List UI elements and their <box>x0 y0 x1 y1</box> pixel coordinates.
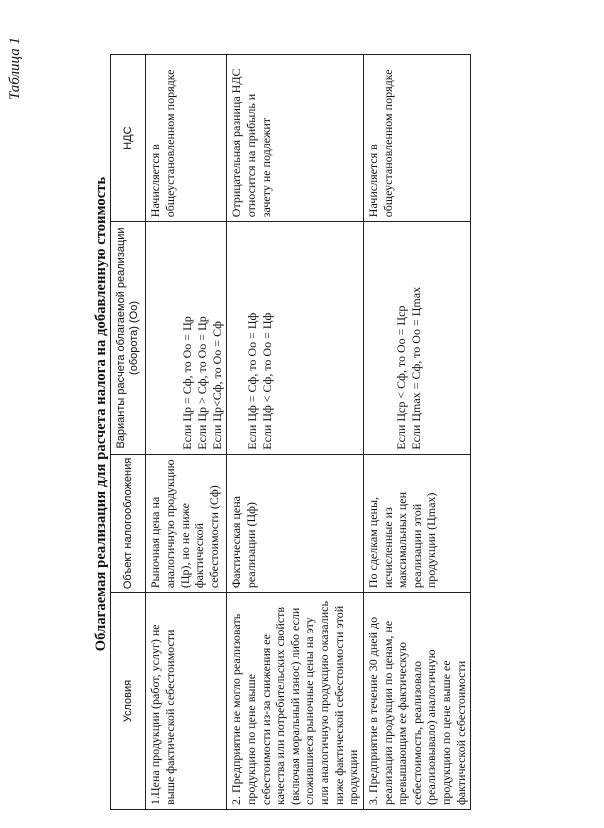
formula-line: Если Цр = Сф, то Оо = Цр <box>180 316 195 450</box>
cell-vat: Отрицательная разница НДС относится на прибыль и зачету не подлежит <box>227 55 364 222</box>
formula-line: Если Цф = Сф, то Оо = Цф <box>245 312 260 450</box>
table-row <box>363 55 470 810</box>
table-row <box>146 55 227 810</box>
header-variants: Варианты расчета облагаемой реализации (оборота) (Оо) <box>111 222 146 455</box>
formula-line: Если Цф < Сф, то Оо = Цф <box>259 312 274 450</box>
page-title: Облагаемая реализация для расчета налога на добавленную стоимость <box>93 176 109 652</box>
cell-vat: Начисляется в общеустановленном порядке <box>363 55 470 222</box>
cell-object: Фактическая цена реализации (Цф) <box>227 454 364 592</box>
header-vat: НДС <box>111 55 146 222</box>
formula-line: Если Цmax = Сф, то Оо = Цmax <box>408 286 423 450</box>
table-header-row <box>111 55 146 810</box>
cell-formulas <box>227 222 364 455</box>
vat-table <box>110 54 471 810</box>
cell-object: Рыночная цена на аналогичную продукцию (Цр), но не ниже фактической себестоимости (Сф) <box>146 454 227 592</box>
cell-formulas <box>363 222 470 455</box>
table-row <box>227 55 364 810</box>
cell-vat: Начисляется в общеустановленном порядке <box>146 55 227 222</box>
header-object: Объект налогообложения <box>111 454 146 592</box>
cell-condition: 1.Цена продукции (работ, услуг) не выше фактической себестоимости <box>146 593 227 810</box>
cell-condition: 3. Предприятие в течение 30 дней до реализации продукции по ценам, не превышающим ее фактическую себестоимость, реализовало (реализовывало) аналогичную продукцию по цене выше ее фактической себестоимости <box>363 593 470 810</box>
header-conditions: Условия <box>111 593 146 810</box>
formula-line: Если Цср < Сф, то Оо = Цср <box>393 305 408 450</box>
cell-condition: 2. Предприятие не могло реализовать продукцию по цене выше себестоимости из-за снижения ее качества или потребительских свойств (включая моральный износ) либо если сложившиеся рыночные цены на эту или аналогичную продукцию оказались ниже фактической себестоимости этой продукции <box>227 593 364 810</box>
cell-formulas <box>146 222 227 455</box>
formula-line: Если Цр<Сф, то Оо = Сф <box>209 321 224 450</box>
formula-line: Если Цр > Сф, то Оо = Цр <box>195 316 209 450</box>
cell-object: По сделкам цены, исчисленные из максимальных цен реализации этой продукции (Цmax) <box>363 454 470 592</box>
table-number: Таблица 1 <box>7 37 23 100</box>
